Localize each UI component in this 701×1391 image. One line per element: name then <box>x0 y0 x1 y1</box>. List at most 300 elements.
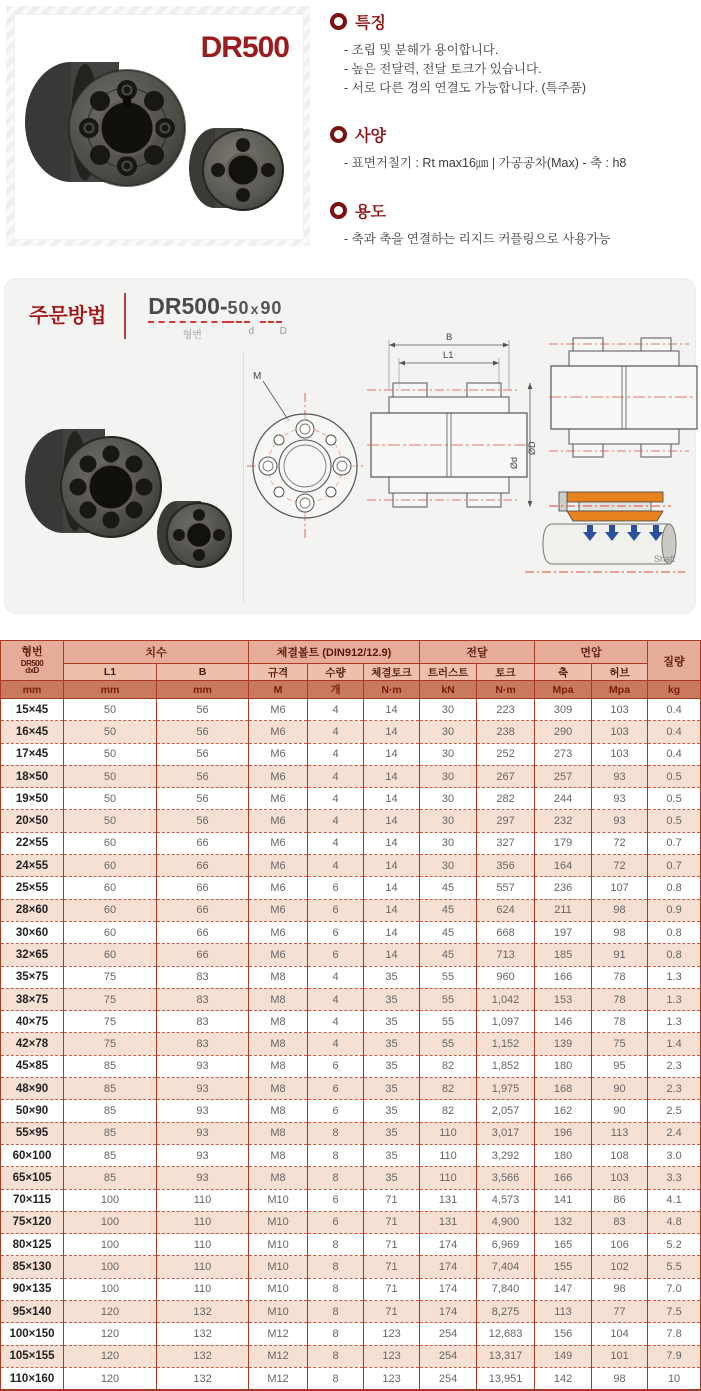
value-cell: 110 <box>157 1211 249 1233</box>
value-cell: 71 <box>364 1211 420 1233</box>
value-cell: 82 <box>420 1078 477 1100</box>
value-cell: 35 <box>364 1100 420 1122</box>
value-cell: 8 <box>308 1345 364 1367</box>
value-cell: 71 <box>364 1256 420 1278</box>
size-cell: 17×45 <box>1 743 64 765</box>
size-cell: 25×55 <box>1 877 64 899</box>
value-cell: 14 <box>364 699 420 721</box>
value-cell: 78 <box>592 966 648 988</box>
value-cell: 66 <box>157 899 249 921</box>
value-cell: 254 <box>420 1323 477 1345</box>
unit-cell: mm <box>1 681 64 699</box>
value-cell: 0.8 <box>648 921 701 943</box>
divider <box>124 293 126 339</box>
value-cell: 132 <box>157 1367 249 1390</box>
col-sub-header: 규격 <box>249 664 308 681</box>
feature-line: - 서로 다른 경의 연결도 가능합니다. (특주품) <box>344 80 587 95</box>
value-cell: M6 <box>249 832 308 854</box>
table-row <box>1 1234 701 1256</box>
spec-table <box>0 640 701 1391</box>
size-cell: 55×95 <box>1 1122 64 1144</box>
value-cell: 50 <box>64 810 157 832</box>
value-cell: 91 <box>592 944 648 966</box>
col-sub-header: 체결토크 <box>364 664 420 681</box>
value-cell: 8 <box>308 1144 364 1166</box>
unit-cell: Mpa <box>535 681 592 699</box>
value-cell: 282 <box>477 788 535 810</box>
value-cell: 1,852 <box>477 1055 535 1077</box>
value-cell: 85 <box>64 1167 157 1189</box>
value-cell: 60 <box>64 899 157 921</box>
product-photo-box <box>14 14 304 240</box>
col-group-header: 전달 <box>420 641 535 664</box>
value-cell: 83 <box>157 1033 249 1055</box>
value-cell: 93 <box>592 765 648 787</box>
value-cell: 100 <box>64 1234 157 1256</box>
value-cell: 0.7 <box>648 855 701 877</box>
value-cell: 14 <box>364 721 420 743</box>
table-row <box>1 899 701 921</box>
value-cell: 120 <box>64 1345 157 1367</box>
ring-bullet-icon <box>330 202 347 219</box>
value-cell: 174 <box>420 1301 477 1323</box>
value-cell: 56 <box>157 721 249 743</box>
size-cell: 90×135 <box>1 1278 64 1300</box>
value-cell: 3,017 <box>477 1122 535 1144</box>
value-cell: 110 <box>157 1189 249 1211</box>
size-cell: 16×45 <box>1 721 64 743</box>
table-row <box>1 921 701 943</box>
value-cell: 8 <box>308 1234 364 1256</box>
value-cell: 93 <box>157 1122 249 1144</box>
value-cell: 624 <box>477 899 535 921</box>
table-row <box>1 743 701 765</box>
value-cell: 35 <box>364 1167 420 1189</box>
value-cell: 7.9 <box>648 1345 701 1367</box>
size-cell: 80×125 <box>1 1234 64 1256</box>
drawing-front-view <box>245 331 365 591</box>
table-row <box>1 832 701 854</box>
value-cell: 153 <box>535 988 592 1010</box>
value-cell: 273 <box>535 743 592 765</box>
label-od-small: Ød <box>509 456 519 469</box>
value-cell: 4 <box>308 1033 364 1055</box>
unit-cell: Mpa <box>592 681 648 699</box>
value-cell: 93 <box>157 1100 249 1122</box>
value-cell: 110 <box>420 1167 477 1189</box>
value-cell: 35 <box>364 1144 420 1166</box>
value-cell: 55 <box>420 988 477 1010</box>
value-cell: 66 <box>157 944 249 966</box>
spec-table-head <box>1 641 701 699</box>
value-cell: M6 <box>249 765 308 787</box>
value-cell: M12 <box>249 1345 308 1367</box>
value-cell: 106 <box>592 1234 648 1256</box>
size-cell: 45×85 <box>1 1055 64 1077</box>
value-cell: M10 <box>249 1234 308 1256</box>
order-title: 주문방법 <box>29 305 107 327</box>
value-cell: 1.4 <box>648 1033 701 1055</box>
col-sub-header: B <box>157 664 249 681</box>
value-cell: 327 <box>477 832 535 854</box>
table-row <box>1 1033 701 1055</box>
value-cell: 7.8 <box>648 1323 701 1345</box>
table-row <box>1 721 701 743</box>
value-cell: M6 <box>249 921 308 943</box>
value-cell: 1.3 <box>648 1011 701 1033</box>
value-cell: 7.0 <box>648 1278 701 1300</box>
value-cell: 35 <box>364 966 420 988</box>
value-cell: 66 <box>157 921 249 943</box>
order-photo <box>19 381 231 597</box>
value-cell: 85 <box>64 1078 157 1100</box>
table-row <box>1 944 701 966</box>
value-cell: 85 <box>64 1100 157 1122</box>
table-row <box>1 1323 701 1345</box>
value-cell: 8 <box>308 1256 364 1278</box>
unit-cell: M <box>249 681 308 699</box>
value-cell: 5.5 <box>648 1256 701 1278</box>
value-cell: 297 <box>477 810 535 832</box>
value-cell: 1.3 <box>648 966 701 988</box>
value-cell: 0.8 <box>648 944 701 966</box>
size-cell: 38×75 <box>1 988 64 1010</box>
section-usage <box>330 199 690 249</box>
value-cell: 30 <box>420 699 477 721</box>
value-cell: 78 <box>592 988 648 1010</box>
value-cell: M10 <box>249 1189 308 1211</box>
col-sub-header: 허브 <box>592 664 648 681</box>
value-cell: 244 <box>535 788 592 810</box>
value-cell: 30 <box>420 788 477 810</box>
value-cell: M6 <box>249 944 308 966</box>
value-cell: 50 <box>64 765 157 787</box>
size-cell: 30×60 <box>1 921 64 943</box>
value-cell: 30 <box>420 810 477 832</box>
value-cell: 146 <box>535 1011 592 1033</box>
value-cell: 93 <box>592 810 648 832</box>
col-header-model-line: 형번 <box>21 646 43 658</box>
value-cell: 75 <box>592 1033 648 1055</box>
value-cell: 110 <box>420 1144 477 1166</box>
product-title: DR500 <box>200 31 289 64</box>
value-cell: 4 <box>308 810 364 832</box>
feature-line: - 조립 및 분해가 용이합니다. <box>344 43 499 57</box>
table-row <box>1 855 701 877</box>
value-cell: 100 <box>64 1256 157 1278</box>
value-cell: 56 <box>157 699 249 721</box>
value-cell: 103 <box>592 699 648 721</box>
divider <box>243 351 244 603</box>
value-cell: M6 <box>249 788 308 810</box>
size-cell: 65×105 <box>1 1167 64 1189</box>
value-cell: M6 <box>249 877 308 899</box>
col-header-mass: 질량 <box>648 641 701 681</box>
coupling-small <box>157 501 231 567</box>
value-cell: 45 <box>420 944 477 966</box>
table-row <box>1 1345 701 1367</box>
usage-title: 용도 <box>355 204 386 221</box>
value-cell: 10 <box>648 1367 701 1390</box>
value-cell: M8 <box>249 966 308 988</box>
value-cell: 4 <box>308 721 364 743</box>
value-cell: 55 <box>420 966 477 988</box>
value-cell: 93 <box>592 788 648 810</box>
size-cell: 22×55 <box>1 832 64 854</box>
value-cell: 55 <box>420 1011 477 1033</box>
value-cell: 45 <box>420 921 477 943</box>
col-group-header: 치수 <box>64 641 249 664</box>
value-cell: 2,057 <box>477 1100 535 1122</box>
table-row <box>1 1055 701 1077</box>
coupling-small <box>189 128 283 210</box>
value-cell: 14 <box>364 855 420 877</box>
value-cell: 0.8 <box>648 877 701 899</box>
value-cell: 6 <box>308 1211 364 1233</box>
order-label-d: d <box>248 326 255 337</box>
value-cell: 132 <box>157 1345 249 1367</box>
order-label-D: D <box>279 326 287 337</box>
col-sub-header: 축 <box>535 664 592 681</box>
table-row <box>1 1144 701 1166</box>
value-cell: 93 <box>157 1055 249 1077</box>
value-cell: 174 <box>420 1256 477 1278</box>
value-cell: 103 <box>592 743 648 765</box>
value-cell: 4 <box>308 988 364 1010</box>
value-cell: M8 <box>249 1167 308 1189</box>
value-cell: 0.4 <box>648 743 701 765</box>
value-cell: 8 <box>308 1301 364 1323</box>
value-cell: 147 <box>535 1278 592 1300</box>
value-cell: 4 <box>308 1011 364 1033</box>
value-cell: 90 <box>592 1100 648 1122</box>
value-cell: 185 <box>535 944 592 966</box>
value-cell: 98 <box>592 921 648 943</box>
value-cell: 6 <box>308 1100 364 1122</box>
value-cell: 2.4 <box>648 1122 701 1144</box>
value-cell: 156 <box>535 1323 592 1345</box>
table-row <box>1 1100 701 1122</box>
value-cell: 238 <box>477 721 535 743</box>
value-cell: 0.5 <box>648 765 701 787</box>
value-cell: 4.1 <box>648 1189 701 1211</box>
coupling-large <box>25 429 161 537</box>
value-cell: 6 <box>308 921 364 943</box>
table-row <box>1 810 701 832</box>
value-cell: 123 <box>364 1345 420 1367</box>
value-cell: 93 <box>157 1078 249 1100</box>
value-cell: 14 <box>364 810 420 832</box>
drawing-shaft-clamp <box>521 484 689 584</box>
value-cell: 102 <box>592 1256 648 1278</box>
label-b: B <box>446 332 453 343</box>
size-cell: 40×75 <box>1 1011 64 1033</box>
value-cell: 72 <box>592 855 648 877</box>
table-row <box>1 1078 701 1100</box>
col-header-model-line: dxD <box>25 666 39 675</box>
value-cell: 14 <box>364 944 420 966</box>
value-cell: 180 <box>535 1055 592 1077</box>
value-cell: 174 <box>420 1234 477 1256</box>
unit-cell: N·m <box>477 681 535 699</box>
value-cell: 6 <box>308 944 364 966</box>
value-cell: M6 <box>249 721 308 743</box>
table-row <box>1 988 701 1010</box>
value-cell: 13,951 <box>477 1367 535 1390</box>
value-cell: 104 <box>592 1323 648 1345</box>
value-cell: 90 <box>592 1078 648 1100</box>
value-cell: 252 <box>477 743 535 765</box>
value-cell: 232 <box>535 810 592 832</box>
order-code-model: DR500- <box>148 293 227 323</box>
value-cell: M12 <box>249 1367 308 1390</box>
size-cell: 60×100 <box>1 1144 64 1166</box>
section-features <box>330 10 690 97</box>
size-cell: 110×160 <box>1 1367 64 1390</box>
value-cell: 56 <box>157 788 249 810</box>
value-cell: 14 <box>364 877 420 899</box>
size-cell: 100×150 <box>1 1323 64 1345</box>
table-row <box>1 1367 701 1390</box>
section-spec <box>330 123 690 173</box>
value-cell: 0.4 <box>648 699 701 721</box>
value-cell: 120 <box>64 1367 157 1390</box>
value-cell: 168 <box>535 1078 592 1100</box>
value-cell: 8,275 <box>477 1301 535 1323</box>
value-cell: 82 <box>420 1055 477 1077</box>
value-cell: 1.3 <box>648 988 701 1010</box>
value-cell: 166 <box>535 966 592 988</box>
value-cell: M10 <box>249 1211 308 1233</box>
feature-line: - 높은 전달력, 전달 토크가 있습니다. <box>344 61 542 76</box>
value-cell: 356 <box>477 855 535 877</box>
value-cell: 0.9 <box>648 899 701 921</box>
value-cell: 8 <box>308 1278 364 1300</box>
value-cell: 86 <box>592 1189 648 1211</box>
features-title: 특징 <box>355 15 386 32</box>
unit-cell: 개 <box>308 681 364 699</box>
value-cell: 267 <box>477 765 535 787</box>
value-cell: 100 <box>64 1278 157 1300</box>
value-cell: 30 <box>420 855 477 877</box>
value-cell: M8 <box>249 1011 308 1033</box>
value-cell: M8 <box>249 1078 308 1100</box>
value-cell: M6 <box>249 855 308 877</box>
value-cell: 55 <box>420 1033 477 1055</box>
ring-bullet-icon <box>330 13 347 30</box>
value-cell: 14 <box>364 899 420 921</box>
table-row <box>1 877 701 899</box>
value-cell: 223 <box>477 699 535 721</box>
value-cell: 72 <box>592 832 648 854</box>
value-cell: 85 <box>64 1055 157 1077</box>
ring-bullet-icon <box>330 126 347 143</box>
col-sub-header: L1 <box>64 664 157 681</box>
table-row <box>1 1167 701 1189</box>
size-cell: 105×155 <box>1 1345 64 1367</box>
value-cell: 98 <box>592 1278 648 1300</box>
value-cell: 3.3 <box>648 1167 701 1189</box>
col-group-header: 면압 <box>535 641 648 664</box>
size-cell: 28×60 <box>1 899 64 921</box>
drawing-side-view-2 <box>549 334 699 479</box>
value-cell: 30 <box>420 721 477 743</box>
value-cell: 14 <box>364 765 420 787</box>
spec-title: 사양 <box>355 128 386 146</box>
table-row <box>1 1256 701 1278</box>
value-cell: 290 <box>535 721 592 743</box>
value-cell: 78 <box>592 1011 648 1033</box>
value-cell: 7.5 <box>648 1301 701 1323</box>
table-row <box>1 1011 701 1033</box>
value-cell: 71 <box>364 1301 420 1323</box>
value-cell: 211 <box>535 899 592 921</box>
value-cell: 66 <box>157 832 249 854</box>
value-cell: 108 <box>592 1144 648 1166</box>
value-cell: 93 <box>157 1167 249 1189</box>
size-cell: 85×130 <box>1 1256 64 1278</box>
value-cell: 83 <box>157 988 249 1010</box>
value-cell: 0.5 <box>648 788 701 810</box>
order-code-D: 90 <box>260 298 282 323</box>
product-photo-frame <box>6 6 310 246</box>
size-cell: 15×45 <box>1 699 64 721</box>
value-cell: 101 <box>592 1345 648 1367</box>
value-cell: 35 <box>364 1033 420 1055</box>
value-cell: 6,969 <box>477 1234 535 1256</box>
col-header-model <box>1 641 64 681</box>
value-cell: 14 <box>364 743 420 765</box>
value-cell: 668 <box>477 921 535 943</box>
product-photo <box>19 32 304 237</box>
value-cell: 14 <box>364 832 420 854</box>
size-cell: 50×90 <box>1 1100 64 1122</box>
value-cell: 197 <box>535 921 592 943</box>
value-cell: 162 <box>535 1100 592 1122</box>
value-cell: 35 <box>364 1055 420 1077</box>
table-row <box>1 966 701 988</box>
value-cell: 35 <box>364 1011 420 1033</box>
value-cell: 30 <box>420 765 477 787</box>
value-cell: 56 <box>157 810 249 832</box>
value-cell: 82 <box>420 1100 477 1122</box>
value-cell: 132 <box>157 1323 249 1345</box>
size-cell: 24×55 <box>1 855 64 877</box>
value-cell: 142 <box>535 1367 592 1390</box>
value-cell: 4 <box>308 788 364 810</box>
value-cell: 85 <box>64 1144 157 1166</box>
value-cell: M6 <box>249 699 308 721</box>
value-cell: 254 <box>420 1345 477 1367</box>
value-cell: M12 <box>249 1323 308 1345</box>
value-cell: 75 <box>64 988 157 1010</box>
value-cell: 1,042 <box>477 988 535 1010</box>
drawing-side-view <box>367 327 537 572</box>
value-cell: 110 <box>157 1234 249 1256</box>
value-cell: 35 <box>364 988 420 1010</box>
label-od-big: ØD <box>527 441 537 455</box>
value-cell: 60 <box>64 944 157 966</box>
value-cell: 113 <box>535 1301 592 1323</box>
value-cell: 110 <box>157 1278 249 1300</box>
value-cell: 1,975 <box>477 1078 535 1100</box>
value-cell: 166 <box>535 1167 592 1189</box>
col-header-model-line: DR500 <box>20 659 44 668</box>
value-cell: M10 <box>249 1278 308 1300</box>
value-cell: 3.0 <box>648 1144 701 1166</box>
value-cell: 960 <box>477 966 535 988</box>
value-cell: 95 <box>592 1055 648 1077</box>
